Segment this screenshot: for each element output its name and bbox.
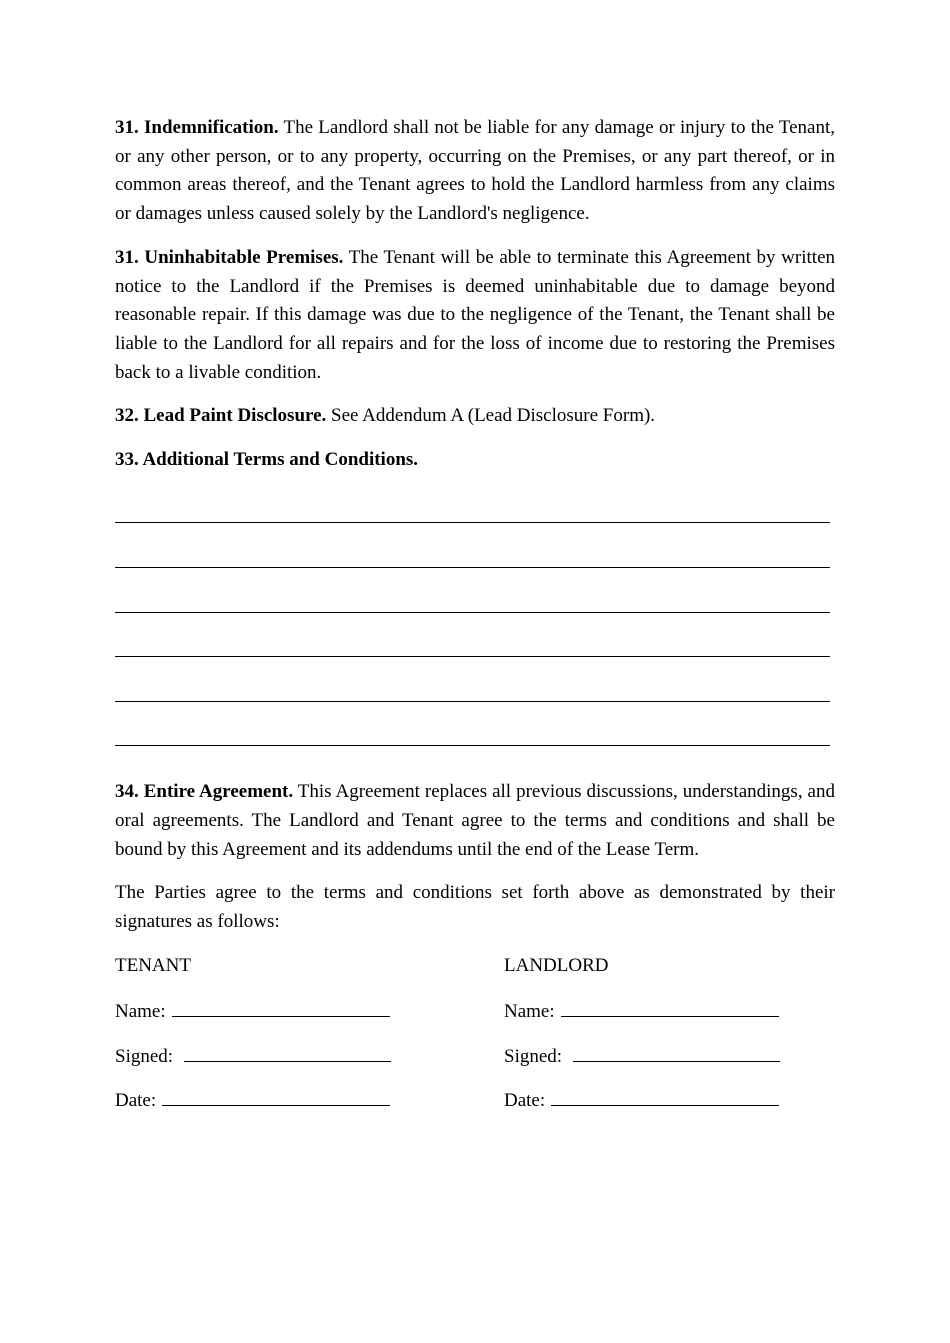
tenant-signed-row bbox=[115, 1041, 391, 1086]
tenant-date-label: Date: bbox=[115, 1090, 157, 1112]
additional-terms-blank-lines bbox=[115, 494, 835, 762]
section-body: The Landlord shall not be liable for any damage or injury to the Tenant, or any other person, or to any property, occurring on the Premises, or any part thereof, or in common areas thereof, and the Tenant agrees to hold the Landlord harmless from any claims or damages unless caused solely by the Landlord's negligence. bbox=[115, 117, 835, 225]
landlord-date-field[interactable] bbox=[551, 1085, 779, 1106]
blank-line-4[interactable] bbox=[115, 628, 830, 673]
tenant-signed-field[interactable] bbox=[184, 1041, 391, 1062]
section-body: See Addendum A (Lead Disclosure Form). bbox=[326, 405, 656, 427]
landlord-name-row bbox=[504, 996, 780, 1041]
tenant-name-row bbox=[115, 996, 391, 1041]
blank-line-2[interactable] bbox=[115, 538, 830, 583]
landlord-signed-row bbox=[504, 1041, 780, 1086]
document-page bbox=[115, 114, 835, 1112]
landlord-name-label: Name: bbox=[504, 1001, 555, 1023]
section-heading: 34. Entire Agreement. bbox=[115, 781, 294, 803]
section-heading: 31. Indemnification. bbox=[115, 117, 279, 138]
closing-statement: The Parties agree to the terms and conditions set forth above as demonstrated by their signatures as follows: bbox=[115, 882, 835, 933]
tenant-title: TENANT bbox=[115, 954, 191, 976]
landlord-signed-label: Signed: bbox=[504, 1045, 563, 1067]
blank-line-1[interactable] bbox=[115, 494, 830, 539]
section-body: The Tenant will be able to terminate this Agreement by written notice to the Landlord if the Premises is deemed uninhabitable due to damage beyond reasonable repair. If this damage was due to the negligence of the Tenant, the Tenant shall be liable to the Landlord for all repairs and for the loss of income due to restoring the Premises back to a livable condition. bbox=[115, 246, 835, 383]
section-body: This Agreement replaces all previous discussions, understandings, and oral agreements. The Landlord and Tenant agree to the terms and conditions and shall be bound by this Agreement and its addendums until the end of the Lease Term. bbox=[115, 781, 835, 860]
landlord-signature-column bbox=[504, 952, 780, 1130]
landlord-date-row bbox=[504, 1085, 780, 1130]
section-31-indemnification bbox=[115, 114, 835, 229]
tenant-date-row bbox=[115, 1085, 391, 1130]
blank-line-6[interactable] bbox=[115, 717, 830, 762]
tenant-name-field[interactable] bbox=[172, 996, 390, 1017]
section-heading: 32. Lead Paint Disclosure. bbox=[115, 405, 327, 427]
tenant-signed-label: Signed: bbox=[115, 1045, 174, 1067]
section-heading: 33. Additional Terms and Conditions. bbox=[115, 449, 419, 471]
blank-line-3[interactable] bbox=[115, 583, 830, 628]
landlord-title: LANDLORD bbox=[504, 954, 609, 976]
section-34-entire-agreement bbox=[115, 778, 835, 864]
landlord-date-label: Date: bbox=[504, 1090, 546, 1112]
landlord-signed-field[interactable] bbox=[573, 1041, 780, 1062]
landlord-name-field[interactable] bbox=[561, 996, 779, 1017]
tenant-name-label: Name: bbox=[115, 1001, 166, 1023]
blank-line-5[interactable] bbox=[115, 672, 830, 717]
section-33-additional-terms bbox=[115, 446, 835, 475]
section-31-uninhabitable-premises bbox=[115, 244, 835, 388]
section-32-lead-paint-disclosure bbox=[115, 402, 835, 431]
section-heading: 31. Uninhabitable Premises. bbox=[115, 246, 344, 268]
tenant-signature-column bbox=[115, 952, 391, 1130]
tenant-date-field[interactable] bbox=[162, 1085, 390, 1106]
